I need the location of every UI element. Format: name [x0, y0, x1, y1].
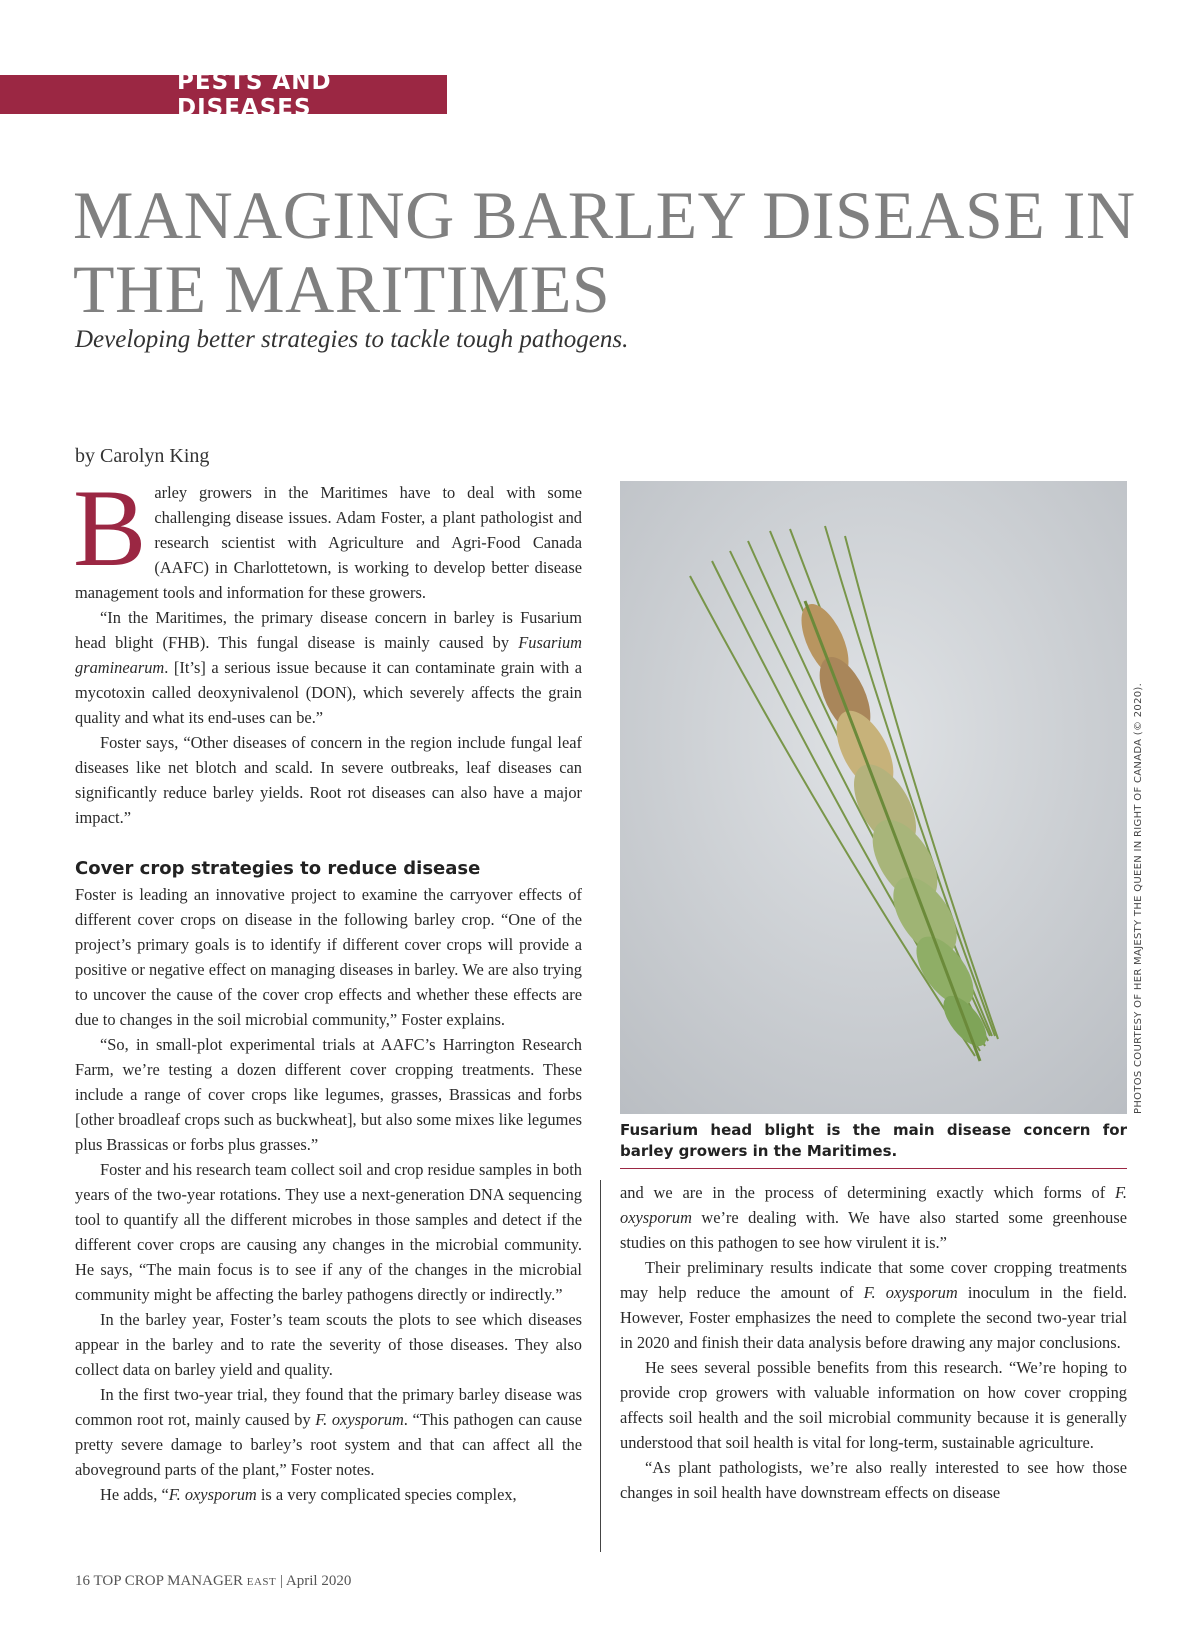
paragraph-2-text-b: . [It’s] a serious issue because it can contaminate grain with a mycotoxin called deoxynivalenol (DON), which severely affects the grain quality and what its end-uses can be.”: [75, 658, 582, 727]
paragraph-2-text-a: “In the Maritimes, the primary disease concern in barley is Fusarium head blight (FHB). This fungal disease is mainly caused by: [75, 608, 582, 652]
section-label: PESTS AND DISEASES: [177, 68, 332, 121]
paragraph-10: [620, 1180, 1127, 1255]
article-deck: Developing better strategies to tackle tough pathogens.: [75, 326, 629, 353]
paragraph-4: Foster is leading an innovative project to examine the carryover effects of different cover crops on disease in the following barley crop. “One of the project’s primary goals is to identify if different cover crops will provide a positive or negative effect on managing diseases in barley. We are also trying to uncover the cause of the cover crop effects and whether these effects are due to changes in the soil microbial community,” Foster explains.: [75, 885, 582, 1029]
photo-caption: Fusarium head blight is the main disease concern for barley growers in the Maritimes.: [620, 1121, 1127, 1160]
caption-divider: [620, 1168, 1127, 1169]
page-footer: [75, 1573, 351, 1590]
paragraph-8: [75, 1382, 582, 1482]
barley-illustration: [620, 481, 1127, 1114]
left-column: [73, 467, 582, 1507]
paragraph-10-text-b: we’re dealing with. We have also started some greenhouse studies on this pathogen to see how virulent it is.”: [620, 1208, 1127, 1252]
species-name: F. oxysporum: [863, 1283, 958, 1302]
paragraph-11-text-a: Their preliminary results indicate that some cover cropping treatments may help reduce the amount of: [620, 1258, 1127, 1302]
subhead: Cover crop strategies to reduce disease: [75, 858, 481, 879]
paragraph-6: Foster and his research team collect soil and crop residue samples in both years of the two-year rotations. They use a next-generation DNA sequencing tool to quantify all the different microbes in those samples and detect if the different cover crops are causing any changes in the microbial community. He says, “The main focus is to see if any of the changes in the microbial community might be affecting the barley pathogens directly or indirectly.”: [75, 1160, 582, 1304]
paragraph-8-text-b: . “This pathogen can cause pretty severe damage to barley’s root system and that can affect all the aboveground parts of the plant,” Foster notes.: [75, 1410, 582, 1479]
paragraph-1: [73, 467, 582, 605]
byline: by Carolyn King: [75, 445, 210, 467]
paragraph-9-text-b: is a very complicated species complex,: [256, 1485, 517, 1504]
paragraph-2: [75, 605, 582, 730]
barley-head-photo: [620, 481, 1127, 1114]
column-divider: [600, 1180, 601, 1552]
paragraph-12: He sees several possible benefits from this research. “We’re hoping to provide crop growers with valuable information on how cover cropping affects soil health and the soil microbial community because it is generally understood that soil health is vital for long-term, sustainable agriculture.: [620, 1358, 1127, 1452]
right-column: [620, 1180, 1127, 1505]
drop-cap: B: [73, 467, 147, 589]
species-name: F. oxysporum: [168, 1485, 257, 1504]
photo-credit: PHOTOS COURTESY OF HER MAJESTY THE QUEEN IN RIGHT OF CANADA (© 2020).: [1133, 682, 1144, 1114]
article-headline: MANAGING BARLEY DISEASE IN THE MARITIMES: [73, 177, 1136, 327]
footer-separator: |: [279, 1573, 283, 1589]
paragraph-9: [75, 1482, 582, 1507]
paragraph-11: [620, 1255, 1127, 1355]
paragraph-11-text-b: inoculum in the field. However, Foster emphasizes the need to complete the second two-year trial in 2020 and finish their data analysis before drawing any major conclusions.: [620, 1283, 1127, 1352]
magazine-name: TOP CROP MANAGER: [93, 1573, 243, 1589]
species-name: F. oxysporum: [620, 1183, 1127, 1227]
paragraph-7: In the barley year, Foster’s team scouts the plots to see which diseases appear in the barley and to rate the severity of those diseases. They also collect data on barley yield and quality.: [75, 1310, 582, 1379]
issue-date: April 2020: [285, 1573, 352, 1589]
magazine-edition: EAST: [246, 1576, 277, 1588]
species-name: Fusarium graminearum: [75, 633, 582, 677]
paragraph-5: “So, in small-plot experimental trials at AAFC’s Harrington Research Farm, we’re testing a dozen different cover cropping treatments. These include a range of cover crops like legumes, grasses, Brassicas and forbs [other broadleaf crops such as buckwheat], but also some mixes like legumes plus Brassicas or forbs plus grasses.”: [75, 1035, 582, 1154]
paragraph-1-text: arley growers in the Maritimes have to deal with some challenging disease issues. Adam Foster, a plant pathologist and research scientist with Agriculture and Agri-Food Canada (AAFC) in Charlottetown, is working to develop better disease management tools and information for these growers.: [75, 483, 582, 602]
section-banner: [0, 68, 447, 121]
species-name: F. oxysporum: [315, 1410, 404, 1429]
paragraph-10-text-a: and we are in the process of determining exactly which forms of: [620, 1183, 1115, 1202]
paragraph-3: Foster says, “Other diseases of concern in the region include fungal leaf diseases like net blotch and scald. In severe outbreaks, leaf diseases can significantly reduce barley yields. Root rot diseases can also have a major impact.”: [75, 733, 582, 827]
paragraph-9-text-a: He adds, “: [100, 1485, 169, 1504]
paragraph-13: “As plant pathologists, we’re also really interested to see how those changes in soil health have downstream effects on disease: [620, 1458, 1127, 1502]
page-number: 16: [75, 1573, 90, 1589]
paragraph-8-text-a: In the first two-year trial, they found that the primary barley disease was common root rot, mainly caused by: [75, 1385, 582, 1429]
